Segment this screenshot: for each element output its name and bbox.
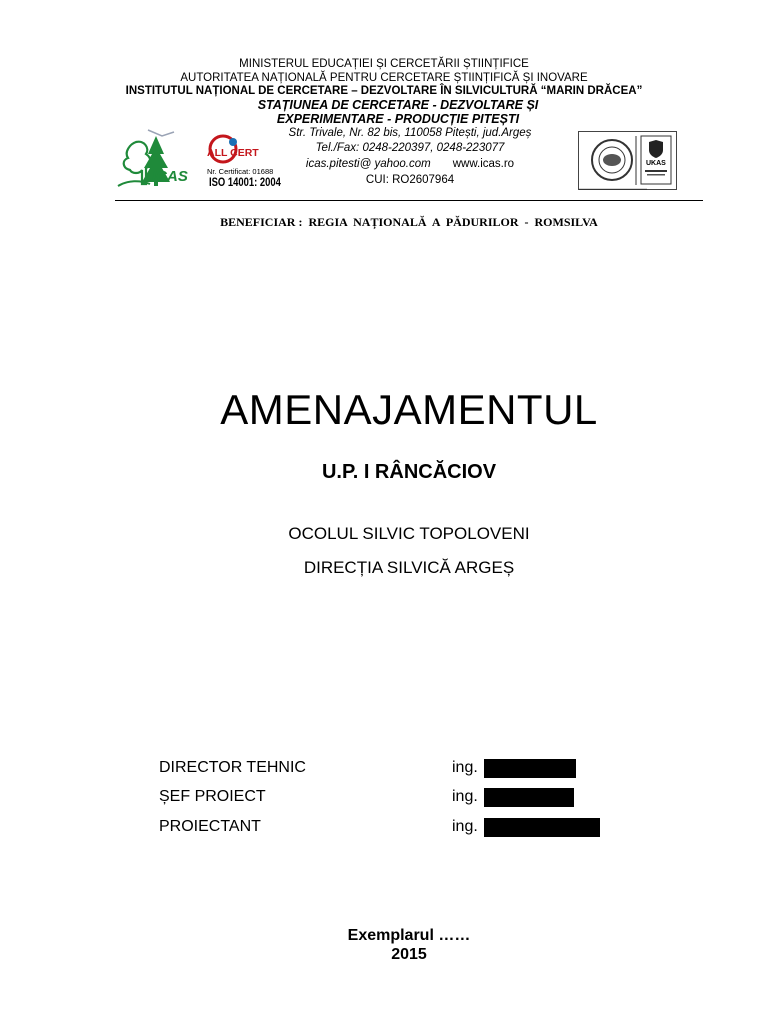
header-divider xyxy=(115,200,703,201)
email-text: icas.pitesti@ yahoo.com xyxy=(305,158,431,170)
staff-prefix: ing. xyxy=(452,788,478,805)
cui-line: CUI: RO2607964 xyxy=(365,174,455,186)
staff-role: ȘEF PROIECT xyxy=(159,788,266,805)
ukas-caption-icon: ▬▬▬▬▬▬▬▬▬▬▬▬▬▬▬▬▬ xyxy=(579,186,647,191)
copy-label: Exemplarul …… xyxy=(347,927,471,944)
ukas-certification-box xyxy=(578,131,677,190)
website-link[interactable]: www.icas.ro xyxy=(452,158,515,170)
document-year: 2015 xyxy=(391,946,427,963)
station-line-1: STAȚIUNEA DE CERCETARE - DEZVOLTARE ȘI xyxy=(257,98,539,112)
allcert-logo xyxy=(207,133,285,193)
contact-line xyxy=(250,158,570,170)
staff-role: PROIECTANT xyxy=(159,818,261,835)
authority-line: AUTORITATEA NAȚIONALĂ PENTRU CERCETARE ȘTIINȚIFICĂ ȘI INOVARE xyxy=(180,72,588,84)
iso-standard: ISO 14001: 2004 xyxy=(209,177,281,189)
forest-office: OCOLUL SILVIC TOPOLOVENI xyxy=(288,524,530,543)
phone-line: Tel./Fax: 0248-220397, 0248-223077 xyxy=(315,142,505,154)
staff-role: DIRECTOR TEHNIC xyxy=(159,759,306,776)
station-line-2: EXPERIMENTARE - PRODUCȚIE PITEȘTI xyxy=(276,112,520,126)
certificate-number: Nr. Certificat: 01688 xyxy=(207,167,274,176)
ministry-line: MINISTERUL EDUCAȚIEI ȘI CERCETĂRII ȘTIINȚIFICE xyxy=(239,58,529,70)
document-title: AMENAJAMENTUL xyxy=(220,386,598,433)
redacted-name xyxy=(484,818,600,837)
staff-prefix: ing. xyxy=(452,759,478,776)
forest-directorate: DIRECȚIA SILVICĂ ARGEȘ xyxy=(303,558,515,577)
redacted-name xyxy=(484,788,574,807)
ukas-text: UKAS xyxy=(646,160,666,167)
address-line: Str. Trivale, Nr. 82 bis, 110058 Pitești, jud.Argeș xyxy=(288,127,532,139)
staff-prefix: ing. xyxy=(452,818,478,835)
icas-logo xyxy=(116,126,202,188)
institute-line: INSTITUTUL NAȚIONAL DE CERCETARE – DEZVOLTARE ÎN SILVICULTURĂ “MARIN DRĂCEA” xyxy=(125,85,643,97)
beneficiary-line: BENEFICIAR : REGIA NAȚIONALĂ A PĂDURILOR - ROMSILVA xyxy=(220,215,598,229)
document-subtitle: U.P. I RÂNCĂCIOV xyxy=(321,461,497,483)
icas-logo-text: ICAS xyxy=(152,168,188,185)
allcert-name: ALL CERT xyxy=(207,147,259,159)
redacted-name xyxy=(484,759,576,778)
